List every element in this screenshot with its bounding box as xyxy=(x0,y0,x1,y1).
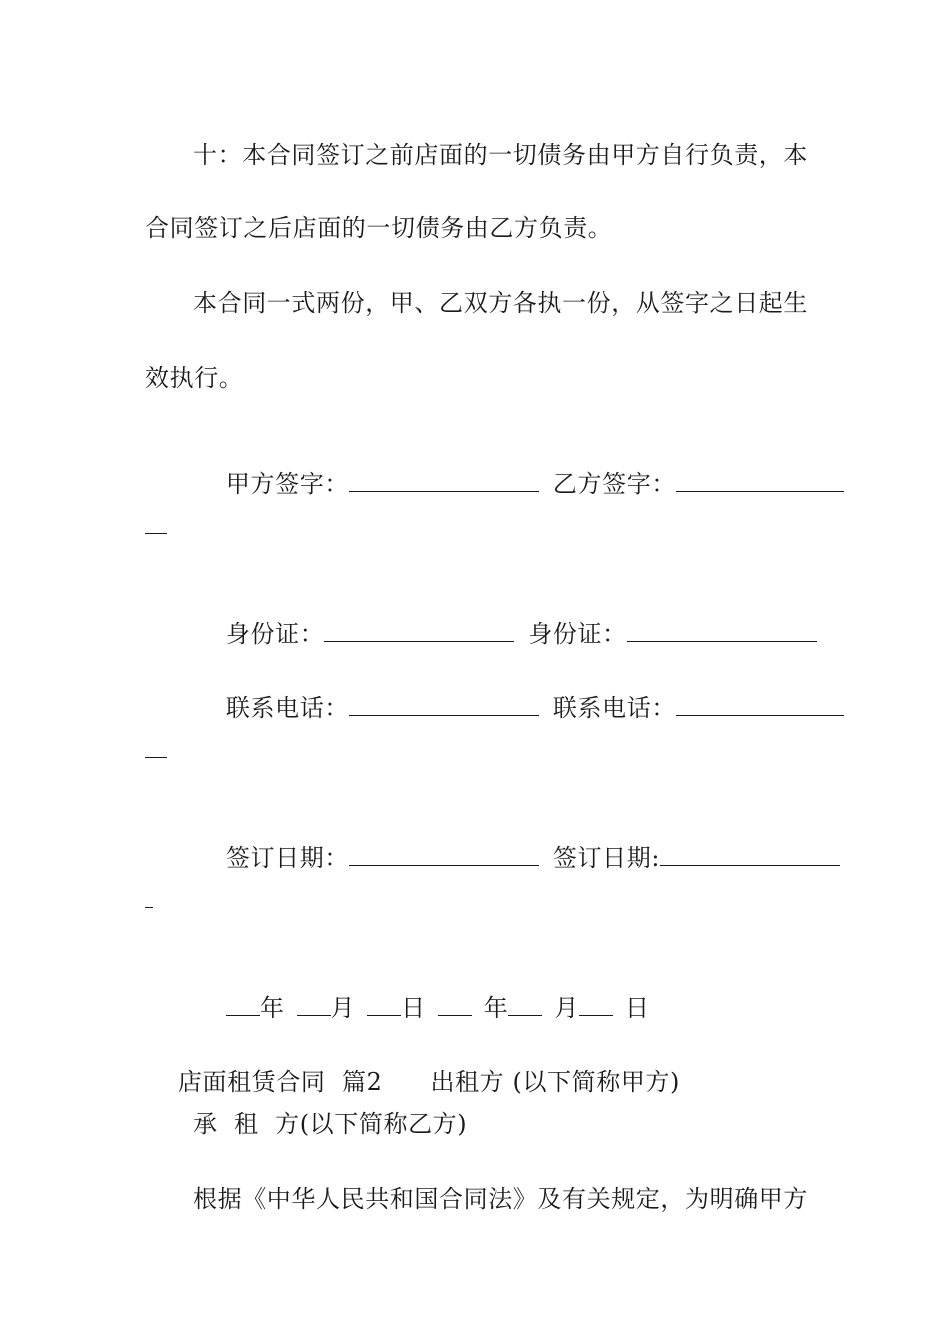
party-b-month-label: 月 xyxy=(554,994,579,1022)
phone-row xyxy=(193,660,844,756)
party-a-signature-label: 甲方签字： xyxy=(225,470,349,498)
party-b-phone-blank xyxy=(676,695,844,716)
phone-overflow-dash xyxy=(145,757,167,758)
party-a-signature-blank xyxy=(349,471,539,492)
party-b-month-blank xyxy=(508,995,542,1016)
copies-clause-line-1: 本合同一式两份，甲、乙双方各执一份，从签字之日起生 xyxy=(193,289,808,317)
date-overflow-dash xyxy=(145,907,153,908)
signature-row xyxy=(193,436,844,532)
party-a-day-blank xyxy=(367,995,401,1016)
party-b-date-blank xyxy=(660,845,840,866)
party-b-signature-blank xyxy=(676,471,844,492)
intro-line: 根据《中华人民共和国合同法》及有关规定，为明确甲方 xyxy=(193,1185,808,1213)
party-b-day-label: 日 xyxy=(624,994,650,1022)
date-label-row xyxy=(193,810,840,906)
party-b-year-blank xyxy=(438,995,472,1016)
lessor-line: 出租方 (以下简称甲方) xyxy=(430,1068,681,1096)
party-a-year-blank xyxy=(226,995,260,1016)
clause-ten-line-2: 合同签订之后店面的一切债务由乙方负责。 xyxy=(145,214,613,242)
party-b-day-blank xyxy=(579,995,613,1016)
party-b-signature-label: 乙方签字： xyxy=(552,470,676,498)
party-a-year-label: 年 xyxy=(259,994,285,1022)
party-a-phone-blank xyxy=(349,695,539,716)
party-a-phone-label: 联系电话： xyxy=(225,694,349,722)
party-a-id-label: 身份证： xyxy=(225,620,325,648)
party-a-date-label: 签订日期： xyxy=(225,844,349,872)
party-b-phone-label: 联系电话： xyxy=(552,694,676,722)
lessee-line: 承 租 方(以下简称乙方) xyxy=(193,1110,468,1138)
signature-overflow-dash xyxy=(145,533,167,534)
party-b-id-label: 身份证： xyxy=(528,620,627,648)
party-b-date-label: 签订日期: xyxy=(552,844,661,872)
party-a-month-blank xyxy=(297,995,331,1016)
party-b-year-label: 年 xyxy=(483,994,509,1022)
copies-clause-line-2: 效执行。 xyxy=(145,364,244,392)
party-a-date-blank xyxy=(349,845,539,866)
clause-ten-line-1: 十：本合同签订之前店面的一切债务由甲方自行负责，本 xyxy=(193,141,808,169)
party-a-month-label: 月 xyxy=(330,994,356,1022)
party-a-day-label: 日 xyxy=(401,994,426,1022)
party-a-id-blank xyxy=(324,621,514,642)
party-b-id-blank xyxy=(627,621,817,642)
section-two-title: 店面租赁合同 篇2 xyxy=(177,1068,383,1096)
